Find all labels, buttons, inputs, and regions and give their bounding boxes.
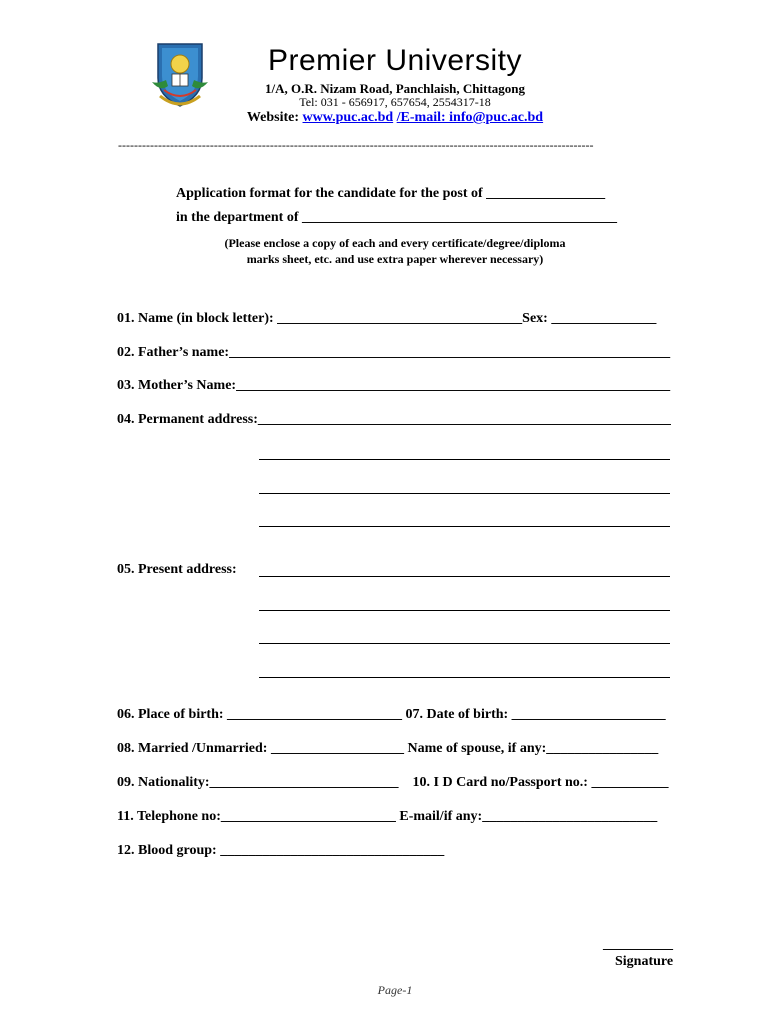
email-link[interactable]: /E-mail: info@puc.ac.bd — [396, 110, 544, 125]
field-present-address: 05. Present address: — [117, 562, 237, 577]
field-name-sex: 01. Name (in block letter): ___________________________________Sex: _______________ — [117, 311, 657, 326]
field-nationality-id: 09. Nationality:___________________________ 10. I D Card no/Passport no.: ___________ — [117, 775, 669, 790]
permanent-address-line-2 — [259, 459, 670, 460]
field-permanent-address: 04. Permanent address:___________________________________________________________ — [117, 412, 671, 427]
field-fathers-name: 02. Father’s name:_______________________________________________________________ — [117, 345, 671, 360]
university-address: 1/A, O.R. Nizam Road, Panchlaish, Chittagong — [264, 81, 526, 96]
website-link[interactable]: www.puc.ac.bd — [302, 110, 394, 125]
university-name: Premier University — [267, 44, 523, 77]
website-label: Website: — [246, 110, 303, 125]
university-telephone: Tel: 031 - 656917, 657654, 2554317-18 — [299, 95, 491, 109]
present-address-line-2 — [259, 610, 670, 611]
enclosure-note-line2: marks sheet, etc. and use extra paper wherever necessary) — [246, 252, 544, 266]
present-address-line-1 — [259, 576, 670, 577]
field-marital-spouse: 08. Married /Unmarried: ___________________ Name of spouse, if any:________________ — [117, 741, 659, 756]
permanent-address-line-3 — [259, 493, 670, 494]
present-address-line-4 — [259, 677, 670, 678]
application-department-line: in the department of _____________________________________________ — [176, 210, 617, 225]
signature-label: Signature — [615, 954, 674, 969]
field-telephone-email: 11. Telephone no:_________________________ E-mail/if any:_________________________ — [117, 809, 658, 824]
present-address-line-3 — [259, 643, 670, 644]
website-line — [0, 110, 768, 126]
permanent-address-line-4 — [259, 526, 670, 527]
enclosure-note-line1: (Please enclose a copy of each and every certificate/degree/diploma — [224, 236, 566, 250]
application-post-line: Application format for the candidate for the post of _________________ — [176, 186, 606, 201]
signature-line: __________ — [603, 937, 673, 952]
header-divider: ----------------------------------------------------------------------------------------------------------------------- — [118, 138, 594, 152]
page-number: Page-1 — [377, 983, 413, 997]
field-birth-place-date: 06. Place of birth: _________________________ 07. Date of birth: ______________________ — [117, 707, 666, 722]
field-blood-group: 12. Blood group: ________________________________ — [117, 843, 445, 858]
field-mothers-name: 03. Mother’s Name:______________________________________________________________ — [117, 378, 671, 393]
